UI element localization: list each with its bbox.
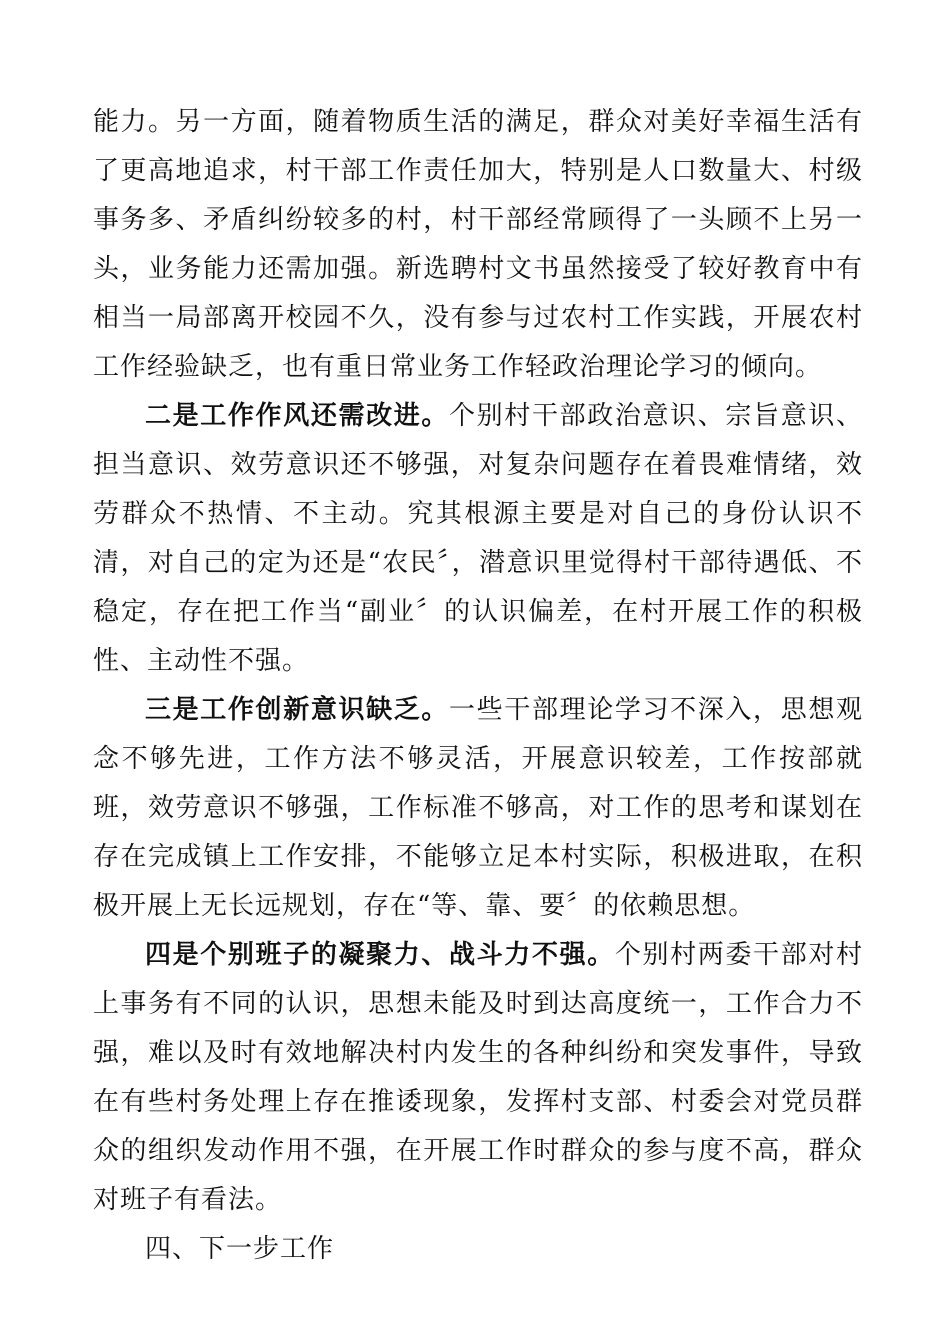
section-heading: 四、下一步工作 [145, 1234, 335, 1264]
paragraph-continuation [93, 98, 863, 392]
paragraph-innovation-lead: 三是工作创新意识缺乏。 [145, 695, 450, 725]
paragraph-innovation [93, 686, 863, 931]
paragraph-work-style-body: 个别村干部政治意识、宗旨意识、担当意识、效劳意识还不够强，对复杂问题存在着畏难情绪，效劳群众不热情、不主动。究其根源主要是对自己的身份认识不清，对自己的定为还是“农民〞，潜意识里觉得村干部待遇低、不稳定，存在把工作当“副业〞的认识偏差，在村开展工作的积极性、主动性不强。 [93, 401, 863, 676]
paragraph-continuation-text: 能力。另一方面，随着物质生活的满足，群众对美好幸福生活有了更高地追求，村干部工作责任加大，特别是人口数量大、村级事务多、矛盾纠纷较多的村，村干部经常顾得了一头顾不上另一头，业务能力还需加强。新选聘村文书虽然接受了较好教育中有相当一局部离开校园不久，没有参与过农村工作实践，开展农村工作经验缺乏，也有重日常业务工作轻政治理论学习的倾向。 [93, 107, 863, 382]
paragraph-cohesion [93, 931, 863, 1225]
paragraph-innovation-body: 一些干部理论学习不深入，思想观念不够先进，工作方法不够灵活，开展意识较差，工作按部就班，效劳意识不够强，工作标准不够高，对工作的思考和谋划在存在完成镇上工作安排，不能够立足本村实际，积极进取，在积极开展上无长远规划，存在“等、靠、要〞的依赖思想。 [93, 695, 863, 921]
paragraph-cohesion-lead: 四是个别班子的凝聚力、战斗力不强。 [145, 940, 615, 970]
document-body [93, 98, 863, 1274]
paragraph-work-style-lead: 二是工作作风还需改进。 [145, 401, 450, 431]
paragraph-work-style [93, 392, 863, 686]
paragraph-cohesion-body: 个别村两委干部对村上事务有不同的认识，思想未能及时到达高度统一，工作合力不强，难以及时有效地解决村内发生的各种纠纷和突发事件，导致在有些村务处理上存在推诿现象，发挥村支部、村委会对党员群众的组织发动作用不强，在开展工作时群众的参与度不高，群众对班子有看法。 [93, 940, 863, 1215]
